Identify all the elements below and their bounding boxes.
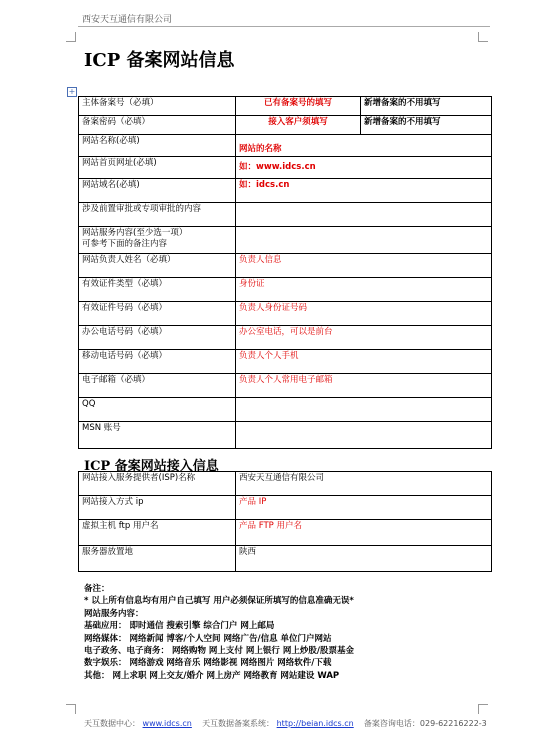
- table-row: [79, 116, 492, 135]
- row-value[interactable]: 接入客户须填写: [236, 116, 361, 135]
- row-value[interactable]: 西安天互通信有限公司: [236, 472, 492, 496]
- table-row: [79, 422, 492, 449]
- row-label: 网站接入服务提供者(ISP)名称: [79, 472, 236, 496]
- footer-phone: 备案咨询电话：029-62216222-3: [363, 719, 487, 728]
- notes-line: 电子政务、电子商务： 网络购物 网上支付 网上银行 网上炒股/股票基金: [84, 646, 354, 657]
- footer-label-beian: 天互数据备案系统：: [202, 719, 275, 728]
- row-value[interactable]: 如：idcs.cn: [236, 179, 492, 203]
- footer-label-datacenter: 天互数据中心：: [84, 719, 140, 728]
- row-label: 主体备案号（必填）: [79, 97, 236, 116]
- row-value[interactable]: 负责人个人常用电子邮箱: [236, 374, 492, 398]
- table-move-handle-icon[interactable]: +: [68, 87, 76, 96]
- row-label: 移动电话号码（必填）: [79, 350, 236, 374]
- notes-line: 网站服务内容：: [84, 608, 144, 619]
- row-label: 备案密码（必填）: [79, 116, 236, 135]
- row-label: 有效证件类型（必填）: [79, 278, 236, 302]
- table-row: [79, 157, 492, 179]
- row-value[interactable]: 产品 IP: [236, 496, 492, 520]
- row-label: 网站负责人姓名（必填）: [79, 254, 236, 278]
- icp-access-info-table: [78, 471, 492, 572]
- margin-corner-bottom-left: [66, 704, 76, 714]
- row-label: QQ: [79, 398, 236, 422]
- notes-line: 基础应用： 即时通信 搜索引擎 综合门户 网上邮局: [84, 621, 275, 632]
- row-label: 电子邮箱（必填）: [79, 374, 236, 398]
- table-row: [79, 227, 492, 254]
- notes-line: 其他： 网上求职 网上交友/婚介 网上房产 网络教育 网站建设 WAP: [84, 670, 340, 681]
- row-value[interactable]: 负责人信息: [236, 254, 492, 278]
- row-label: 网站域名(必填): [79, 179, 236, 203]
- row-note: 新增备案的不用填写: [361, 116, 492, 135]
- table-row: [79, 179, 492, 203]
- footer-link-site[interactable]: www.idcs.cn: [142, 719, 192, 728]
- table-row: [79, 203, 492, 227]
- margin-corner-top-left: [66, 32, 76, 42]
- margin-corner-bottom-right: [478, 704, 488, 714]
- row-label: 有效证件号码（必填）: [79, 302, 236, 326]
- notes-title: 备注：: [84, 584, 110, 594]
- table-row: [79, 398, 492, 422]
- notes-line: * 以上所有信息均有用户自己填写 用户必须保证所填写的信息准确无误*: [84, 596, 354, 607]
- notes-section: [84, 583, 354, 682]
- footer-link-beian[interactable]: http://beian.idcs.cn: [276, 719, 354, 728]
- row-note: 新增备案的不用填写: [361, 97, 492, 116]
- row-value[interactable]: 网站的名称: [236, 135, 492, 157]
- row-label: 办公电话号码（必填）: [79, 326, 236, 350]
- row-label: 网站名称(必填): [79, 135, 236, 157]
- row-value[interactable]: [236, 203, 492, 227]
- margin-corner-top-right: [478, 32, 488, 42]
- row-label-hint: 可参考下面的备注内容: [82, 239, 168, 249]
- row-label: 服务器放置地: [79, 546, 236, 572]
- row-value[interactable]: 陕西: [236, 546, 492, 572]
- table-row: [79, 254, 492, 278]
- row-value[interactable]: 身份证: [236, 278, 492, 302]
- row-value[interactable]: 产品 FTP 用户名: [236, 520, 492, 546]
- notes-line: 网络媒体： 网络新闻 博客/个人空间 网络广告/信息 单位门户网站: [84, 633, 332, 644]
- table-row: [79, 472, 492, 496]
- table-row: [79, 496, 492, 520]
- section1-title: ICP 备案网站信息: [84, 50, 235, 71]
- table-row: [79, 374, 492, 398]
- table-row: [79, 135, 492, 157]
- row-label: 虚拟主机 ftp 用户名: [79, 520, 236, 546]
- table-row: [79, 278, 492, 302]
- notes-line: 数字娱乐： 网络游戏 网络音乐 网络影视 网络图片 网络软件/下载: [84, 658, 332, 669]
- table-row: [79, 97, 492, 116]
- row-label: MSN 账号: [79, 422, 236, 449]
- table-row: [79, 302, 492, 326]
- table-row: [79, 520, 492, 546]
- row-label: [79, 227, 236, 254]
- header-company: 西安天互通信有限公司: [82, 15, 173, 25]
- row-value[interactable]: 负责人身份证号码: [236, 302, 492, 326]
- row-value[interactable]: [236, 398, 492, 422]
- row-label-line: 网站服务内容(至少选一项）: [82, 228, 188, 238]
- row-label: 网站接入方式 ip: [79, 496, 236, 520]
- section2-title: ICP 备案网站接入信息: [84, 459, 219, 474]
- table-row: [79, 326, 492, 350]
- row-label: 网站首页网址(必填): [79, 157, 236, 179]
- row-value[interactable]: 已有备案号的填写: [236, 97, 361, 116]
- header-rule: [78, 26, 490, 27]
- footer: [84, 718, 487, 729]
- row-value[interactable]: [236, 422, 492, 449]
- row-value[interactable]: 如：www.idcs.cn: [236, 157, 492, 179]
- row-value[interactable]: 负责人个人手机: [236, 350, 492, 374]
- table-row: [79, 546, 492, 572]
- icp-site-info-table: [78, 96, 492, 449]
- table-row: [79, 350, 492, 374]
- row-value[interactable]: [236, 227, 492, 254]
- row-value[interactable]: 办公室电话，可以是前台: [236, 326, 492, 350]
- row-label: 涉及前置审批或专项审批的内容: [79, 203, 236, 227]
